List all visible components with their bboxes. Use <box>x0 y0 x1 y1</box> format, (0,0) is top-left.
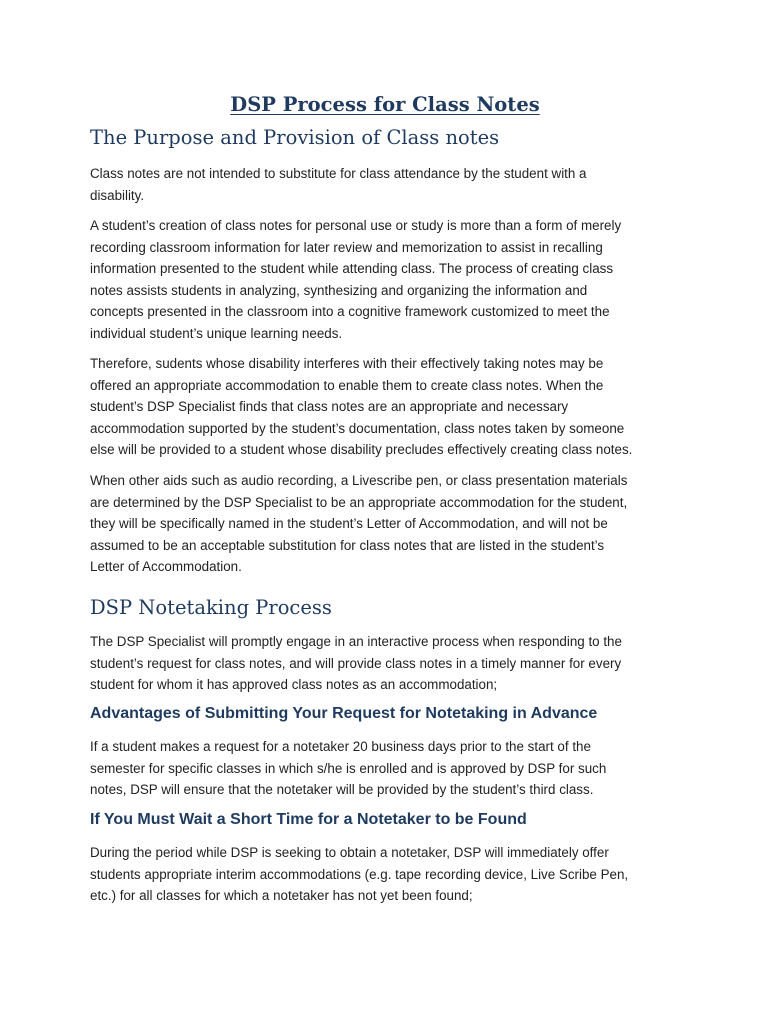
subheading-advantages: Advantages of Submitting Your Request for Notetaking in Advance <box>90 705 598 722</box>
paragraph-interactive-process: The DSP Specialist will promptly engage in an interactive process when responding to the student’s request for class notes, and will provide class notes in a timely manner for every student for whom it has approved class notes as an accommodation; <box>90 634 622 692</box>
section-heading-notetaking: DSP Notetaking Process <box>90 596 332 619</box>
paragraph-attendance: Class notes are not intended to substitute for class attendance by the student with a disability. <box>90 166 587 203</box>
paragraph-advance-request: If a student makes a request for a notetaker 20 business days prior to the start of the semester for specific classes in which s/he is enrolled and is approved by DSP for such notes, DSP will ensure that the notetaker will be provided by the student’s third class. <box>90 739 607 797</box>
subheading-wait: If You Must Wait a Short Time for a Notetaker to be Found <box>90 811 527 828</box>
paragraph-interim: During the period while DSP is seeking to obtain a notetaker, DSP will immediately offer students appropriate interim accommodations (e.g. tape recording device, Live Scribe Pen, etc.) for all classes for which a notetaker has not yet been found; <box>90 845 629 903</box>
document-title: DSP Process for Class Notes <box>230 93 540 116</box>
paragraph-creation: A student’s creation of class notes for personal use or study is more than a form of merely recording classroom information for later review and memorization to assist in recalling information presented to the student while attending class. The process of creating class notes assists students in analyzing, synthesizing and organizing the information and concepts presented in the classroom into a cognitive framework customized to meet the individual student’s unique learning needs. <box>90 218 622 341</box>
section-heading-purpose: The Purpose and Provision of Class notes <box>90 126 500 149</box>
paragraph-therefore: Therefore, sudents whose disability interferes with their effectively taking notes may be offered an appropriate accommodation to enable them to create class notes. When the student’s DSP Specialist finds that class notes are an appropriate and necessary accommodation supported by the student’s documentation, class notes taken by someone else will be provided to a student whose disability precludes effectively creating class notes. <box>90 356 633 457</box>
paragraph-other-aids: When other aids such as audio recording, a Livescribe pen, or class presentation materials are determined by the DSP Specialist to be an appropriate accommodation for the student, they will be specifically named in the student’s Letter of Accommodation, and will not be assumed to be an acceptable substitution for class notes that are listed in the student’s Letter of Accommodation. <box>90 473 628 574</box>
